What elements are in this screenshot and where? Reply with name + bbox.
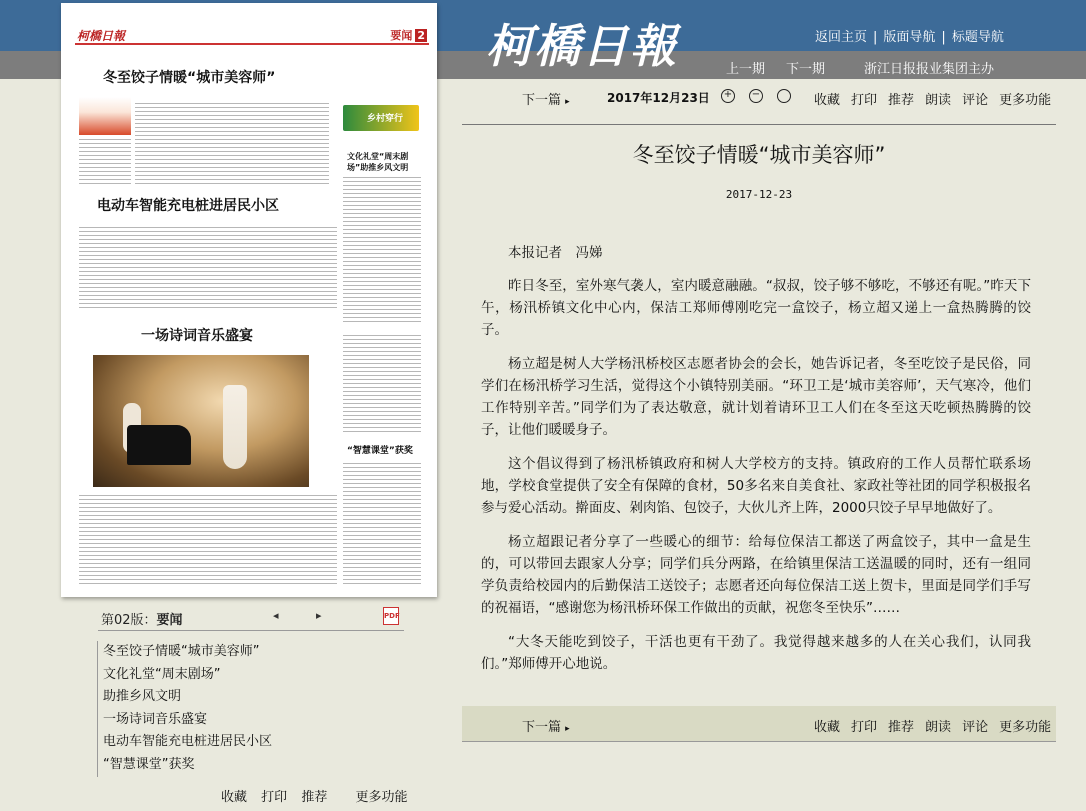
prev-page-arrow-icon[interactable]: ◂ bbox=[273, 609, 279, 622]
comment-button[interactable]: 评论 bbox=[962, 93, 989, 108]
recommend-button[interactable]: 推荐 bbox=[301, 790, 328, 805]
concert-photo bbox=[93, 355, 309, 487]
article-paragraph: 杨立超是树人大学杨汛桥校区志愿者协会的会长，她告诉记者，冬至吃饺子是民俗，同学们在杨汛桥学习生活，觉得这个小镇特别美丽。“环卫工是‘城市美容师’，天气寒冷，他们工作特别辛苦。”同学们为了表达敬意，就计划着请环卫工人们在冬至这天吃顿热腾腾的饺子，让他们暖暖身子。 bbox=[481, 356, 1031, 438]
issue-date: 2017年12月23日 bbox=[607, 91, 710, 105]
paper-headline-1[interactable]: 冬至饺子情暖“城市美容师” bbox=[103, 70, 276, 86]
next-article-link[interactable]: 下一篇 ▸ bbox=[522, 93, 570, 108]
paper-section-label: 要闻 2 bbox=[390, 29, 425, 42]
masthead-logo: 柯橋日報 bbox=[486, 19, 678, 73]
read-aloud-button[interactable]: 朗读 bbox=[925, 720, 952, 735]
page-nav-label: 第02版：要闻 bbox=[101, 613, 183, 628]
paper-text-block bbox=[79, 137, 131, 187]
next-arrow-icon: ▸ bbox=[565, 724, 570, 734]
article-paragraph: 杨立超跟记者分享了一些暖心的细节：给每位保洁工都送了两盒饺子，其中一盒是生的，可以带回去跟家人分享；同学们兵分两路，在给镇里保洁工送温暖的同时，还有一组同学负责给校园内的后勤保洁工送饺子；志愿者还向每位保洁工送上贺卡，里面是同学们手写的祝福语，“感谢您为杨汛桥环保工作做出的贡献，祝您冬至快乐”…… bbox=[481, 534, 1031, 616]
zoom-reset-icon[interactable] bbox=[777, 89, 791, 103]
page-actions bbox=[221, 786, 417, 805]
paper-text-block bbox=[343, 333, 421, 433]
title-list-item[interactable]: 冬至饺子情暖“城市美容师” bbox=[103, 644, 260, 659]
paper-headline-2[interactable]: 电动车智能充电桩进居民小区 bbox=[97, 198, 279, 214]
paper-text-block bbox=[79, 225, 337, 309]
more-functions-button[interactable]: 更多功能 bbox=[355, 790, 408, 805]
article-body bbox=[481, 242, 1031, 687]
piano-figure bbox=[127, 425, 191, 465]
pdf-icon[interactable]: PDF bbox=[383, 607, 399, 625]
more-functions-button[interactable]: 更多功能 bbox=[999, 720, 1052, 735]
article-toolbar-top bbox=[462, 79, 1056, 115]
paper-text-block bbox=[79, 493, 337, 585]
nav-titles-link[interactable]: 标题导航 bbox=[951, 30, 1004, 45]
next-page-arrow-icon[interactable]: ▸ bbox=[316, 609, 322, 622]
recommend-button[interactable]: 推荐 bbox=[888, 720, 915, 735]
article-paragraph: 这个倡议得到了杨汛桥镇政府和树人大学校方的支持。镇政府的工作人员帮忙联系场地，学校食堂提供了安全有保障的食材，50多名来自美食社、家政社等社团的同学积极报名参与爱心活动。擀面皮、剁肉馅、包饺子，大伙儿齐上阵，2000只饺子早早地做好了。 bbox=[481, 456, 1031, 516]
collect-button[interactable]: 收藏 bbox=[814, 93, 841, 108]
paper-text-block bbox=[135, 101, 329, 187]
article-date: 2017-12-23 bbox=[725, 188, 793, 201]
next-article-link[interactable]: 下一篇 ▸ bbox=[522, 720, 570, 735]
top-nav: 返回主页 | 版面导航 | 标题导航 bbox=[815, 30, 1004, 45]
nav-home-link[interactable]: 返回主页 bbox=[815, 30, 868, 45]
print-button[interactable]: 打印 bbox=[851, 720, 878, 735]
article-actions bbox=[814, 716, 1062, 735]
page-name: 要闻 bbox=[156, 613, 183, 628]
article-toolbar-bottom bbox=[462, 706, 1056, 742]
comment-button[interactable]: 评论 bbox=[962, 720, 989, 735]
title-list-item[interactable]: 一场诗词音乐盛宴 bbox=[103, 711, 208, 727]
paper-text-block bbox=[343, 461, 421, 585]
article-paragraph: 昨日冬至，室外寒气袭人，室内暖意融融。“叔叔，饺子够不够吃，不够还有呢。”昨天下午，杨汛桥镇文化中心内，保洁工郑师傅刚吃完一盒饺子，杨立超又递上一盒热腾腾的饺子。 bbox=[481, 278, 1031, 338]
paper-headline-3[interactable]: 一场诗词音乐盛宴 bbox=[141, 328, 253, 344]
publisher-label: 浙江日报报业集团主办 bbox=[864, 62, 995, 77]
zoom-out-icon[interactable]: − bbox=[749, 89, 763, 103]
print-button[interactable]: 打印 bbox=[261, 790, 288, 805]
prev-issue-link[interactable]: 上一期 bbox=[726, 62, 766, 77]
read-aloud-button[interactable]: 朗读 bbox=[925, 93, 952, 108]
next-arrow-icon: ▸ bbox=[565, 97, 570, 107]
collect-button[interactable]: 收藏 bbox=[814, 720, 841, 735]
recommend-button[interactable]: 推荐 bbox=[888, 93, 915, 108]
zoom-in-icon[interactable]: + bbox=[721, 89, 735, 103]
paper-badge: 乡村穿行 bbox=[343, 105, 419, 131]
divider bbox=[98, 630, 404, 631]
title-list-item[interactable]: 文化礼堂“周末剧场” bbox=[103, 666, 221, 682]
paper-logo: 柯橋日報 bbox=[77, 29, 126, 43]
article-author: 本报记者 冯娣 bbox=[508, 245, 603, 261]
paper-banner-image bbox=[79, 97, 131, 135]
singer-figure bbox=[223, 385, 247, 469]
article-title: 冬至饺子情暖“城市美容师” bbox=[632, 143, 886, 167]
nav-pages-link[interactable]: 版面导航 bbox=[883, 30, 936, 45]
article-actions bbox=[814, 89, 1062, 108]
paper-headline-5[interactable]: “智慧课堂”获奖 bbox=[347, 446, 413, 456]
next-issue-link[interactable]: 下一期 bbox=[786, 62, 826, 77]
title-list-item[interactable]: 助推乡风文明 bbox=[103, 689, 182, 705]
title-list bbox=[97, 641, 397, 777]
newspaper-page-image[interactable] bbox=[61, 3, 437, 597]
title-list-item[interactable]: “智慧课堂”获奖 bbox=[103, 756, 195, 772]
article-paragraph: “大冬天能吃到饺子，干活也更有干劲了。我觉得越来越多的人在关心我们，认同我们。”郑师傅开心地说。 bbox=[481, 634, 1031, 672]
divider bbox=[462, 124, 1056, 125]
paper-text-block bbox=[343, 175, 421, 325]
collect-button[interactable]: 收藏 bbox=[221, 790, 248, 805]
paper-headline-4[interactable]: 文化礼堂“周末剧场”助推乡风文明 bbox=[347, 152, 409, 172]
title-list-item[interactable]: 电动车智能充电桩进居民小区 bbox=[103, 734, 273, 750]
more-functions-button[interactable]: 更多功能 bbox=[999, 93, 1052, 108]
print-button[interactable]: 打印 bbox=[851, 93, 878, 108]
paper-header bbox=[75, 25, 429, 45]
